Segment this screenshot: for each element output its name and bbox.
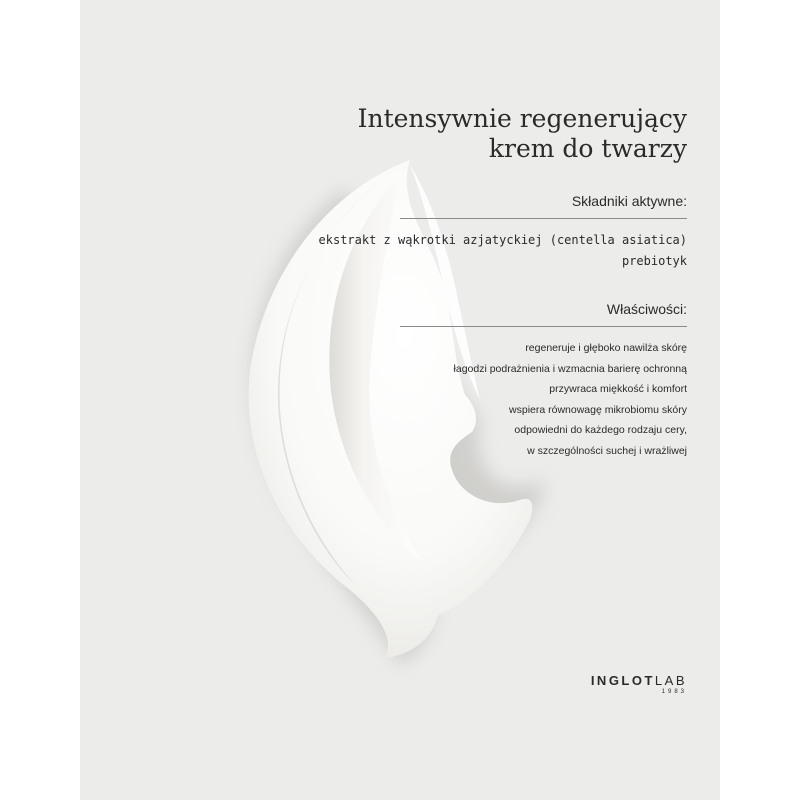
brand-year: 1983 (661, 689, 687, 695)
brand-name-light: LAB (654, 673, 687, 688)
brand-name (591, 673, 687, 688)
brand-logo (591, 673, 687, 695)
product-title-line-1: Intensywnie regenerujący (357, 104, 687, 133)
properties-list (454, 338, 687, 461)
property-item: regeneruje i głęboko nawilża skórę (525, 342, 687, 354)
properties-divider (400, 326, 687, 327)
ingredient-item: prebiotyk (621, 254, 687, 268)
brand-name-bold: INGLOT (590, 673, 655, 688)
product-title-line-2: krem do twarzy (488, 134, 687, 163)
product-title (267, 104, 687, 164)
property-item: w szczególności suchej i wrażliwej (527, 444, 687, 457)
ingredient-item: ekstrakt z wąkrotki azjatyckiej (centella asiatica) (318, 233, 687, 247)
ingredients-list (319, 230, 687, 272)
ingredients-heading: Składniki aktywne: (571, 193, 687, 209)
property-item: przywraca miękkość i komfort (549, 383, 687, 395)
property-item: łagodzi podrażnienia i wzmacnia barierę ochronną (453, 362, 687, 375)
property-item: wspiera równowagę mikrobiomu skóry (509, 403, 687, 416)
properties-heading: Właściwości: (606, 301, 687, 317)
property-item: odpowiedni do każdego rodzaju cery, (514, 424, 687, 436)
product-card (80, 0, 720, 800)
ingredients-divider (400, 218, 687, 219)
